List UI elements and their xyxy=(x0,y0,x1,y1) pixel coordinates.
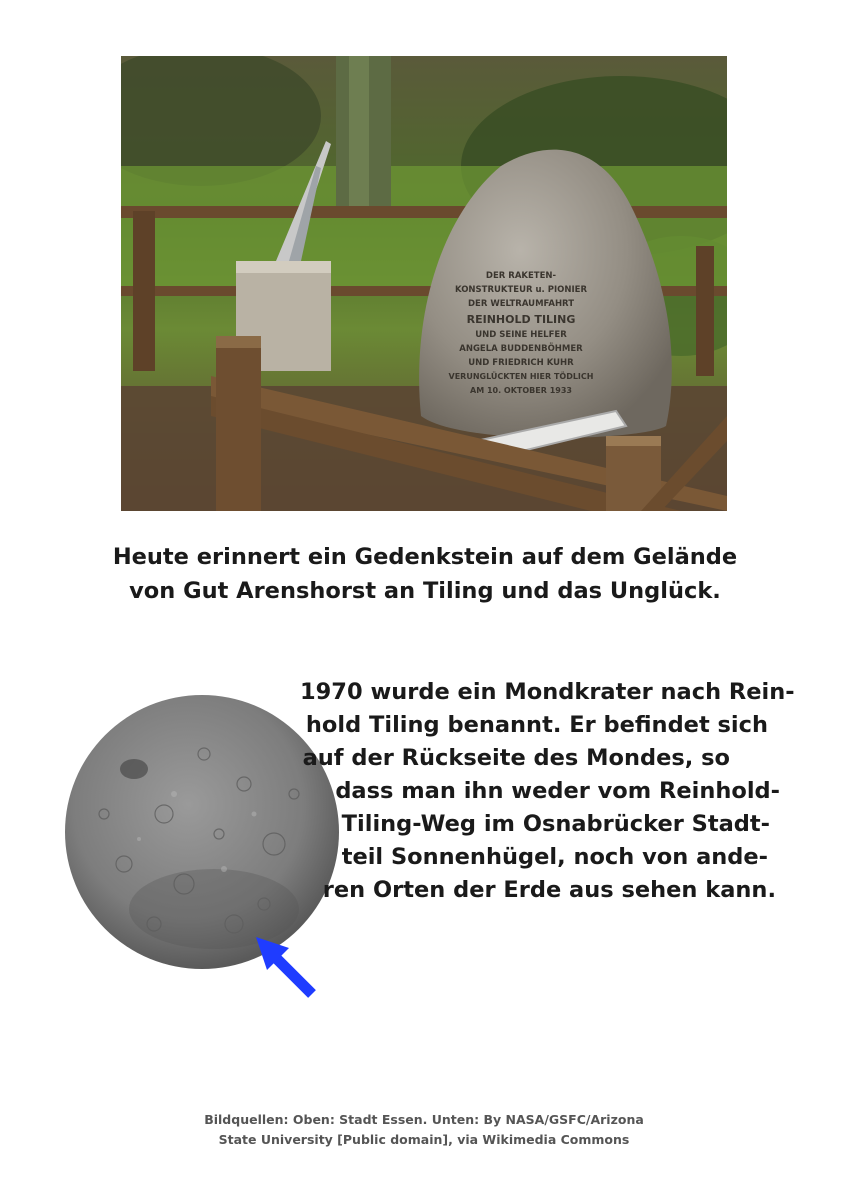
inscription-line: KONSTRUKTEUR u. PIONIER xyxy=(455,285,587,295)
paragraph-line: auf der Rückseite des Mondes, so xyxy=(302,745,730,771)
memorial-stone-photo xyxy=(121,56,727,511)
paragraph-line: dass man ihn weder vom Reinhold- xyxy=(335,778,780,804)
moon-far-side-image xyxy=(64,694,340,970)
image-credits xyxy=(150,1110,698,1150)
inscription-line: DER WELTRAUMFAHRT xyxy=(467,299,575,309)
inscription-line: UND SEINE HELFER xyxy=(475,330,567,340)
crater-paragraph xyxy=(300,676,795,907)
inscription-line: UND FRIEDRICH KUHR xyxy=(468,358,574,368)
credits-line: State University [Public domain], via Wikimedia Commons xyxy=(218,1132,630,1147)
credits-line: Bildquellen: Oben: Stadt Essen. Unten: By NASA/GSFC/Arizona xyxy=(204,1112,644,1127)
caption-line: von Gut Arenshorst an Tiling und das Unglück. xyxy=(129,578,721,604)
paragraph-line: 1970 wurde ein Mondkrater nach Rein- xyxy=(300,679,795,705)
paragraph-line: ren Orten der Erde aus sehen kann. xyxy=(322,877,776,903)
inscription-line: VERUNGLÜCKTEN HIER TÖDLICH xyxy=(448,372,594,381)
inscription-line: DER RAKETEN- xyxy=(485,271,557,281)
paragraph-line: hold Tiling benannt. Er befindet sich xyxy=(305,712,768,738)
paragraph-line: Tiling-Weg im Osnabrücker Stadt- xyxy=(341,811,770,837)
inscription-line: REINHOLD TILING xyxy=(466,313,576,326)
photo-caption xyxy=(100,540,750,608)
paragraph-line: teil Sonnenhügel, noch von ande- xyxy=(341,844,768,870)
caption-line: Heute erinnert ein Gedenkstein auf dem Gelände xyxy=(112,544,738,570)
inscription-line: AM 10. OKTOBER 1933 xyxy=(470,386,572,395)
inscription-line: ANGELA BUDDENBÖHMER xyxy=(459,344,583,354)
crater-pointer-arrow-icon xyxy=(256,937,312,994)
